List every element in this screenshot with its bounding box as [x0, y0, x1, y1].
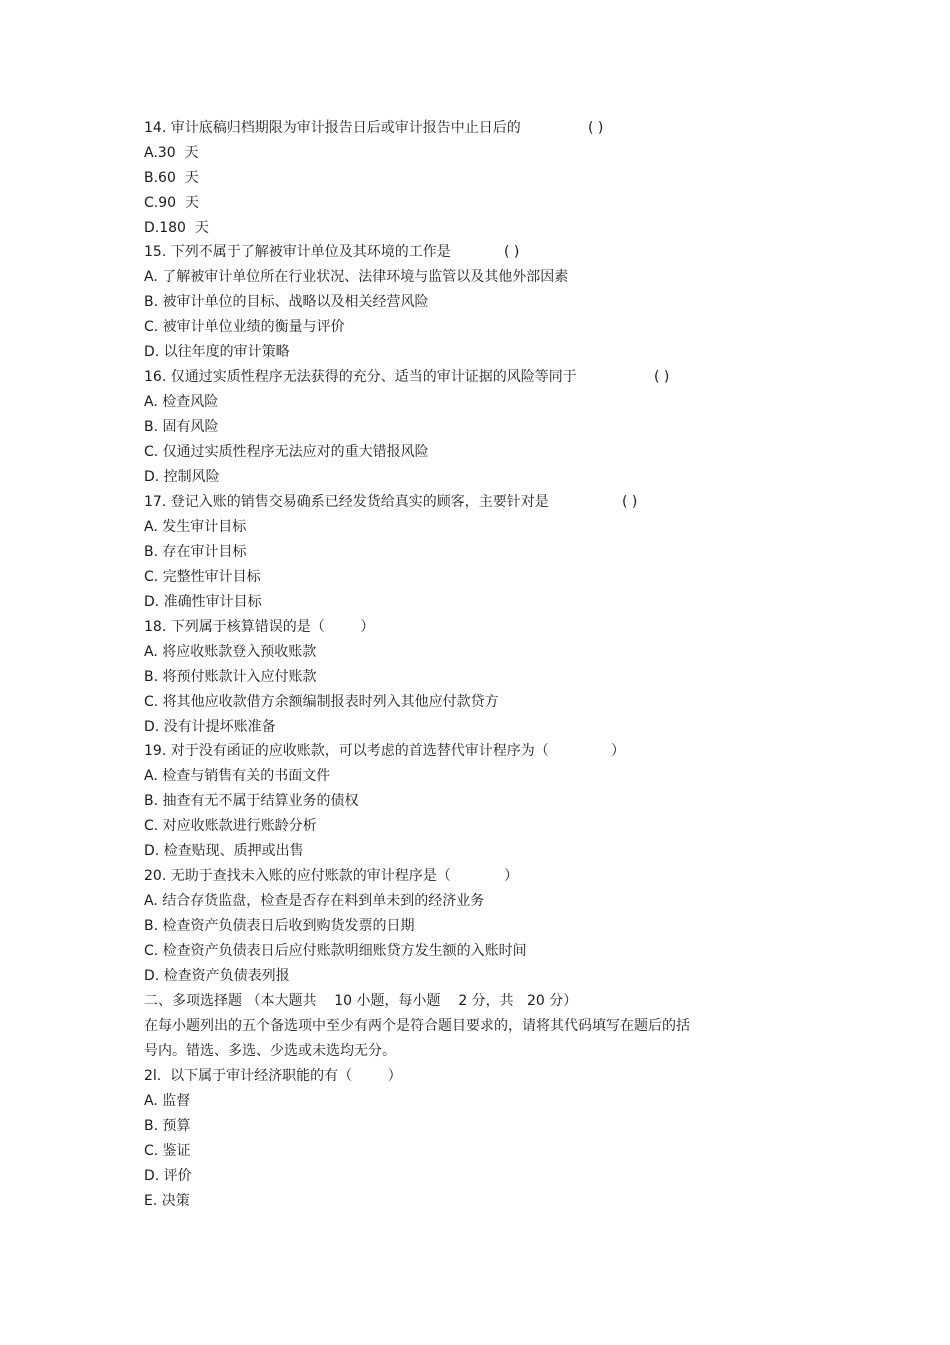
question-20-option-d: D. 检查资产负债表列报 — [144, 968, 290, 984]
question-19-option-d: D. 检查贴现、质押或出售 — [144, 843, 304, 859]
question-20-stem: 20. 无助于查找未入账的应付账款的审计程序是（ ） — [144, 868, 519, 884]
question-20-option-c: C. 检查资产负债表日后应付账款明细账贷方发生额的入账时间 — [144, 943, 527, 959]
question-19-option-c: C. 对应收账款进行账龄分析 — [144, 818, 317, 834]
question-18-stem: 18. 下列属于核算错误的是（ ） — [144, 619, 375, 635]
question-14-option-b: B.60 天 — [144, 170, 199, 186]
question-14-stem: 14. 审计底稿归档期限为审计报告日后或审计报告中止日后的 — [144, 120, 521, 136]
question-18-option-d: D. 没有计提坏账准备 — [144, 719, 276, 735]
question-17-option-c: C. 完整性审计目标 — [144, 569, 261, 585]
question-21-option-a: A. 监督 — [144, 1093, 191, 1109]
question-17-stem: 17. 登记入账的销售交易确系已经发货给真实的顾客，主要针对是 — [144, 494, 549, 510]
question-16-option-a: A. 检查风险 — [144, 394, 219, 410]
question-14-option-d: D.180 天 — [144, 220, 209, 236]
question-16-option-c: C. 仅通过实质性程序无法应对的重大错报风险 — [144, 444, 429, 460]
question-21-option-d: D. 评价 — [144, 1168, 192, 1184]
question-18-option-c: C. 将其他应收款借方余额编制报表时列入其他应付款贷方 — [144, 694, 499, 710]
question-18-option-b: B. 将预付账款计入应付账款 — [144, 669, 317, 685]
question-15-option-a: A. 了解被审计单位所在行业状况、法律环境与监管以及其他外部因素 — [144, 269, 569, 285]
section-2-heading: 二、多项选择题 （本大题共 10 小题，每小题 2 分，共 20 分） — [144, 993, 578, 1009]
question-15-stem: 15. 下列不属于了解被审计单位及其环境的工作是 — [144, 244, 451, 260]
question-20-option-a: A. 结合存货监盘，检查是否存在料到单未到的经济业务 — [144, 893, 485, 909]
question-14-option-c: C.90 天 — [144, 195, 199, 211]
question-21-option-e: E. 决策 — [144, 1193, 190, 1209]
question-16-option-b: B. 固有风险 — [144, 419, 219, 435]
question-17-option-b: B. 存在审计目标 — [144, 544, 247, 560]
question-18-option-a: A. 将应收账款登入预收账款 — [144, 644, 317, 660]
question-21-option-c: C. 鉴证 — [144, 1143, 191, 1159]
question-17-option-a: A. 发生审计目标 — [144, 519, 247, 535]
question-15-option-d: D. 以往年度的审计策略 — [144, 344, 290, 360]
question-21-stem: 2l. 以下属于审计经济职能的有（ ） — [144, 1068, 402, 1084]
question-16-answer-blank: ( ) — [654, 369, 670, 385]
question-20-option-b: B. 检查资产负债表日后收到购货发票的日期 — [144, 918, 415, 934]
section-2-instruction-line-2: 号内。错选、多选、少选或未选均无分。 — [144, 1043, 396, 1059]
question-16-option-d: D. 控制风险 — [144, 469, 220, 485]
question-19-stem: 19. 对于没有函证的应收账款，可以考虑的首选替代审计程序为（ ） — [144, 743, 626, 759]
question-14-option-a: A.30 天 — [144, 145, 199, 161]
question-19-option-a: A. 检查与销售有关的书面文件 — [144, 768, 331, 784]
question-15-option-c: C. 被审计单位业绩的衡量与评价 — [144, 319, 345, 335]
question-15-option-b: B. 被审计单位的目标、战略以及相关经营风险 — [144, 294, 429, 310]
section-2-instruction-line-1: 在每小题列出的五个备选项中至少有两个是符合题目要求的，请将其代码填写在题后的括 — [144, 1018, 690, 1034]
question-14-answer-blank: ( ) — [588, 120, 604, 136]
question-17-option-d: D. 准确性审计目标 — [144, 594, 262, 610]
question-17-answer-blank: ( ) — [622, 494, 638, 510]
question-19-option-b: B. 抽查有无不属于结算业务的债权 — [144, 793, 359, 809]
question-15-answer-blank: ( ) — [504, 244, 520, 260]
question-21-option-b: B. 预算 — [144, 1118, 191, 1134]
question-16-stem: 16. 仅通过实质性程序无法获得的充分、适当的审计证据的风险等同于 — [144, 369, 577, 385]
